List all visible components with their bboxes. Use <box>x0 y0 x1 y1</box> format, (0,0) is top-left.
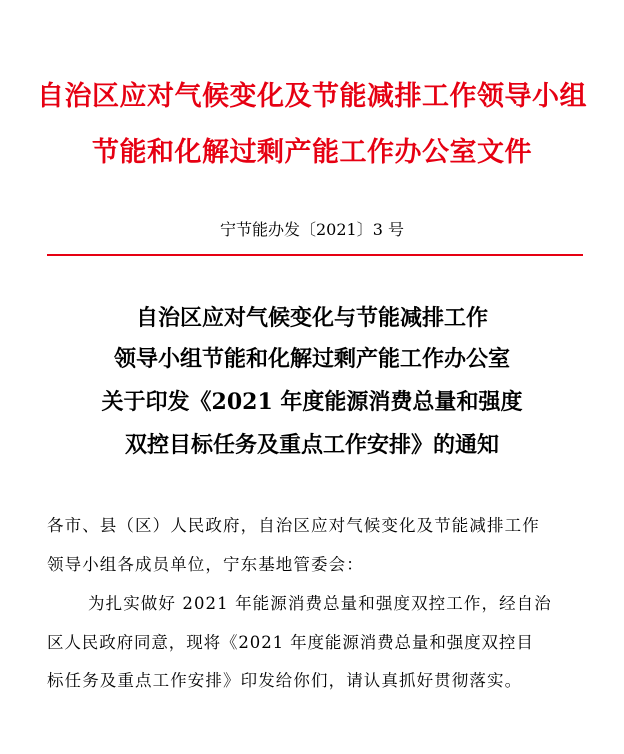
body-recipients-line-2: 领导小组各成员单位，宁东基地管委会： <box>47 555 364 574</box>
notice-title-line-3: 关于印发《2021 年度能源消费总量和强度 <box>101 389 523 415</box>
red-divider-line <box>47 254 583 256</box>
body-paragraph-line-3: 标任务及重点工作安排》印发给你们，请认真抓好贯彻落实。 <box>47 671 523 690</box>
notice-title-line-4: 双控目标任务及重点工作安排》的通知 <box>124 432 499 458</box>
notice-title-line-2: 领导小组节能和化解过剩产能工作办公室 <box>113 346 510 372</box>
body-paragraph-line-1: 为扎实做好 2021 年能源消费总量和强度双控工作，经自治 <box>88 594 552 613</box>
header-title-line-1: 自治区应对气候变化及节能减排工作领导小组 <box>37 81 587 112</box>
header-title-line-2: 节能和化解过剩产能工作办公室文件 <box>92 137 532 168</box>
document-number: 宁节能办发〔2021〕3 号 <box>220 220 404 239</box>
body-paragraph-line-2: 区人民政府同意，现将《2021 年度能源消费总量和强度双控目 <box>47 633 534 652</box>
notice-title-line-1: 自治区应对气候变化与节能减排工作 <box>135 305 488 331</box>
body-recipients-line-1: 各市、县（区）人民政府，自治区应对气候变化及节能减排工作 <box>47 516 540 535</box>
